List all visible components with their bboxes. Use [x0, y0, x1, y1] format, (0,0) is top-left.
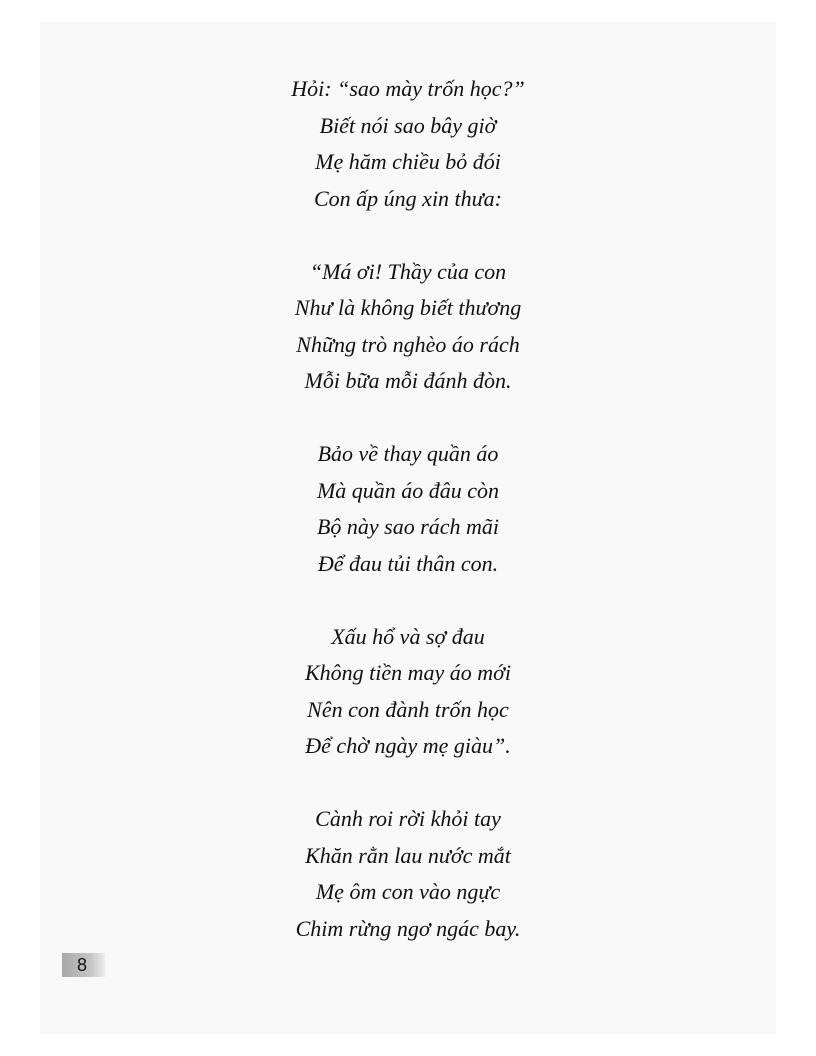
- poem-line: Khăn rằn lau nước mắt: [305, 842, 511, 868]
- poem-line: Mà quần áo đâu còn: [316, 477, 500, 503]
- stanza: [0, 254, 816, 400]
- poem-line: Con ấp úng xin thưa:: [314, 185, 502, 211]
- poem-line: Mẹ hăm chiều bỏ đói: [315, 149, 501, 174]
- poem-line: Cành roi rời khỏi tay: [315, 806, 501, 831]
- poem-line: Như là không biết thương: [294, 295, 522, 320]
- poem-line: Nên con đành trốn học: [307, 696, 509, 722]
- poem-line: Bộ này sao rách mãi: [316, 514, 500, 539]
- stanza: [0, 436, 816, 582]
- poem-line: “Má ơi! Thầy của con: [309, 258, 507, 284]
- poem-line: Hỏi: “sao mày trốn học?”: [291, 76, 525, 101]
- stanza: [0, 71, 816, 217]
- poem-line: Không tiền may áo mới: [304, 660, 512, 685]
- page-number: 8: [62, 953, 105, 977]
- poem: [0, 71, 816, 984]
- poem-line: Biết nói sao bây giờ: [319, 112, 497, 138]
- poem-line: Mỗi bữa mỗi đánh đòn.: [304, 368, 512, 393]
- poem-line: Để chờ ngày mẹ giàu”.: [305, 733, 511, 758]
- poem-line: Để đau tủi thân con.: [317, 550, 499, 576]
- poem-line: Bảo về thay quần áo: [317, 441, 499, 466]
- poem-line: Những trò nghèo áo rách: [296, 331, 520, 357]
- poem-line: Xấu hổ và sợ đau: [331, 623, 485, 649]
- poem-line: Mẹ ôm con vào ngực: [315, 879, 501, 904]
- stanza: [0, 619, 816, 765]
- stanza: [0, 801, 816, 947]
- poem-line: Chim rừng ngơ ngác bay.: [295, 915, 521, 941]
